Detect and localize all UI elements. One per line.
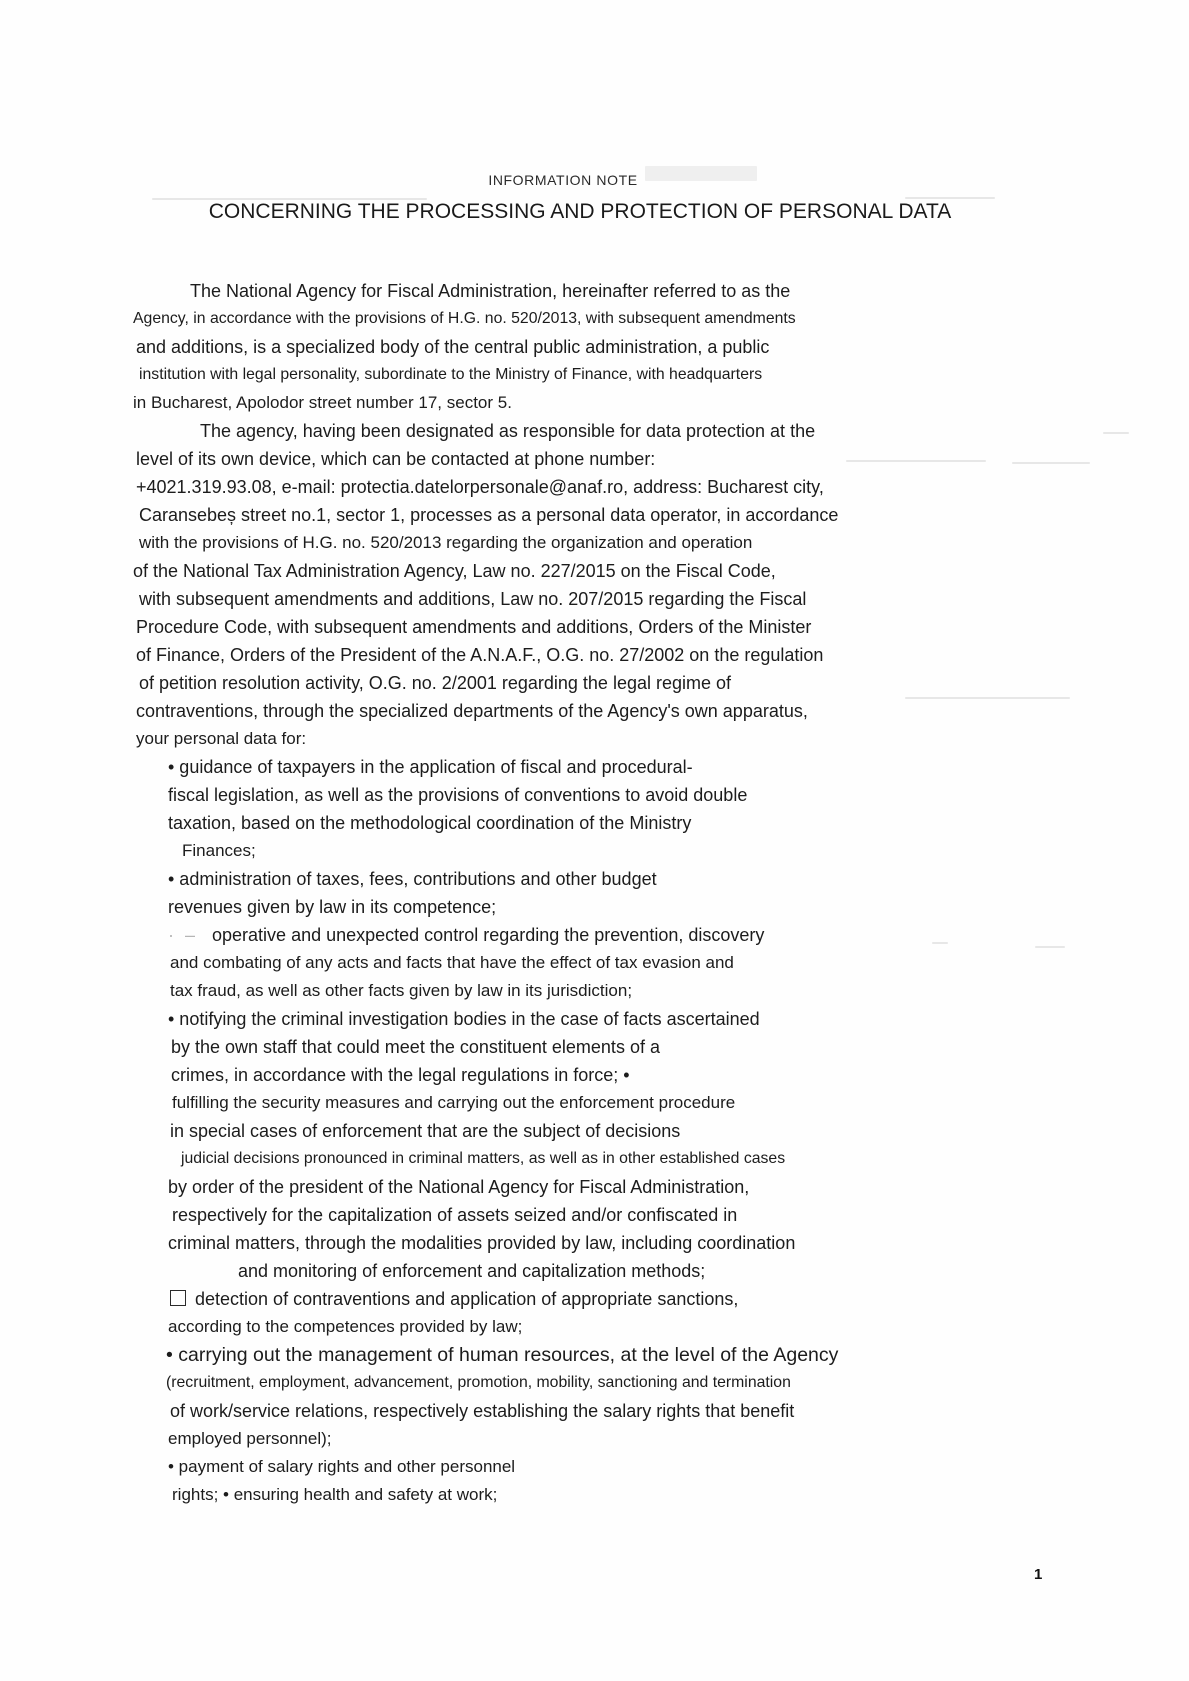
text-line: revenues given by law in its competence; [168,897,497,917]
faded-bullet-mark: · – [168,925,199,945]
text-line: · – operative and unexpected control regarding the prevention, discovery [168,925,765,945]
text-line: crimes, in accordance with the legal regulations in force; • [171,1065,630,1085]
text-line: according to the competences provided by law; [168,1317,523,1336]
text-line: in Bucharest, Apolodor street number 17, sector 5. [133,393,512,412]
text-line: • payment of salary rights and other personnel [168,1457,516,1476]
text-line: detection of contraventions and application of appropriate sanctions, [170,1285,1189,1313]
text-line: Finances; [182,841,256,860]
text-line: institution with legal personality, subordinate to the Ministry of Finance, with headquarters [139,366,763,383]
text-line: your personal data for: [136,729,307,748]
text-line: Agency, in accordance with the provisions of H.G. no. 520/2013, with subsequent amendments [133,310,796,327]
text-line: and combating of any acts and facts that have the effect of tax evasion and [170,953,734,972]
text-line: respectively for the capitalization of assets seized and/or confiscated in [172,1205,738,1225]
text-line: • administration of taxes, fees, contributions and other budget [168,869,657,889]
text-line: The agency, having been designated as responsible for data protection at the [200,421,816,441]
text-line: and additions, is a specialized body of the central public administration, a public [136,337,770,357]
text-line: level of its own device, which can be contacted at phone number: [136,449,656,469]
page-number: 1 [1034,1566,1043,1583]
text-line: of petition resolution activity, O.G. no. 2/2001 regarding the legal regime of [139,673,732,693]
text-line: fiscal legislation, as well as the provisions of conventions to avoid double [168,785,748,805]
text-line: by order of the president of the National Agency for Fiscal Administration, [168,1177,750,1197]
text-line: • guidance of taxpayers in the application of fiscal and procedural- [168,757,693,777]
text-line: contraventions, through the specialized departments of the Agency's own apparatus, [136,701,808,721]
text-line: by the own staff that could meet the constituent elements of a [171,1037,660,1057]
text-line: The National Agency for Fiscal Administration, hereinafter referred to as the [190,281,791,301]
text-line: of the National Tax Administration Agency, Law no. 227/2015 on the Fiscal Code, [133,561,776,581]
text-line: with the provisions of H.G. no. 520/2013 regarding the organization and operation [139,533,753,552]
text-line: +4021.319.93.08, e-mail: protectia.datelorpersonale@anaf.ro, address: Bucharest city, [136,477,824,497]
text-line: • carrying out the management of human resources, at the level of the Agency [166,1344,839,1366]
text-line: taxation, based on the methodological coordination of the Ministry [168,813,692,833]
text-line: of work/service relations, respectively establishing the salary rights that benefit [170,1401,795,1421]
text-line: in special cases of enforcement that are the subject of decisions [170,1121,681,1141]
document-title: CONCERNING THE PROCESSING AND PROTECTION OF PERSONAL DATA [208,200,952,223]
document-kicker: INFORMATION NOTE [488,172,638,188]
document-body [0,277,1189,1509]
text-line: employed personnel); [168,1429,332,1448]
text-line: • notifying the criminal investigation bodies in the case of facts ascertained [168,1009,760,1029]
scan-artifact [905,197,995,199]
text-line: (recruitment, employment, advancement, promotion, mobility, sanctioning and termination [166,1374,791,1391]
checkbox-icon [170,1290,186,1306]
text-line: criminal matters, through the modalities provided by law, including coordination [168,1233,796,1253]
text-line: judicial decisions pronounced in criminal matters, as well as in other established cases [181,1150,786,1167]
text-line: fulfilling the security measures and carrying out the enforcement procedure [172,1093,736,1112]
text-line: with subsequent amendments and additions, Law no. 207/2015 regarding the Fiscal [139,589,807,609]
text-line: rights; • ensuring health and safety at work; [172,1485,498,1504]
text-line: tax fraud, as well as other facts given by law in its jurisdiction; [170,981,633,1000]
text-line: of Finance, Orders of the President of the A.N.A.F., O.G. no. 27/2002 on the regulation [136,645,824,665]
text-line: Caransebeș street no.1, sector 1, processes as a personal data operator, in accordance [139,505,839,525]
text-line: and monitoring of enforcement and capitalization methods; [238,1261,706,1281]
text-line: Procedure Code, with subsequent amendments and additions, Orders of the Minister [136,617,812,637]
